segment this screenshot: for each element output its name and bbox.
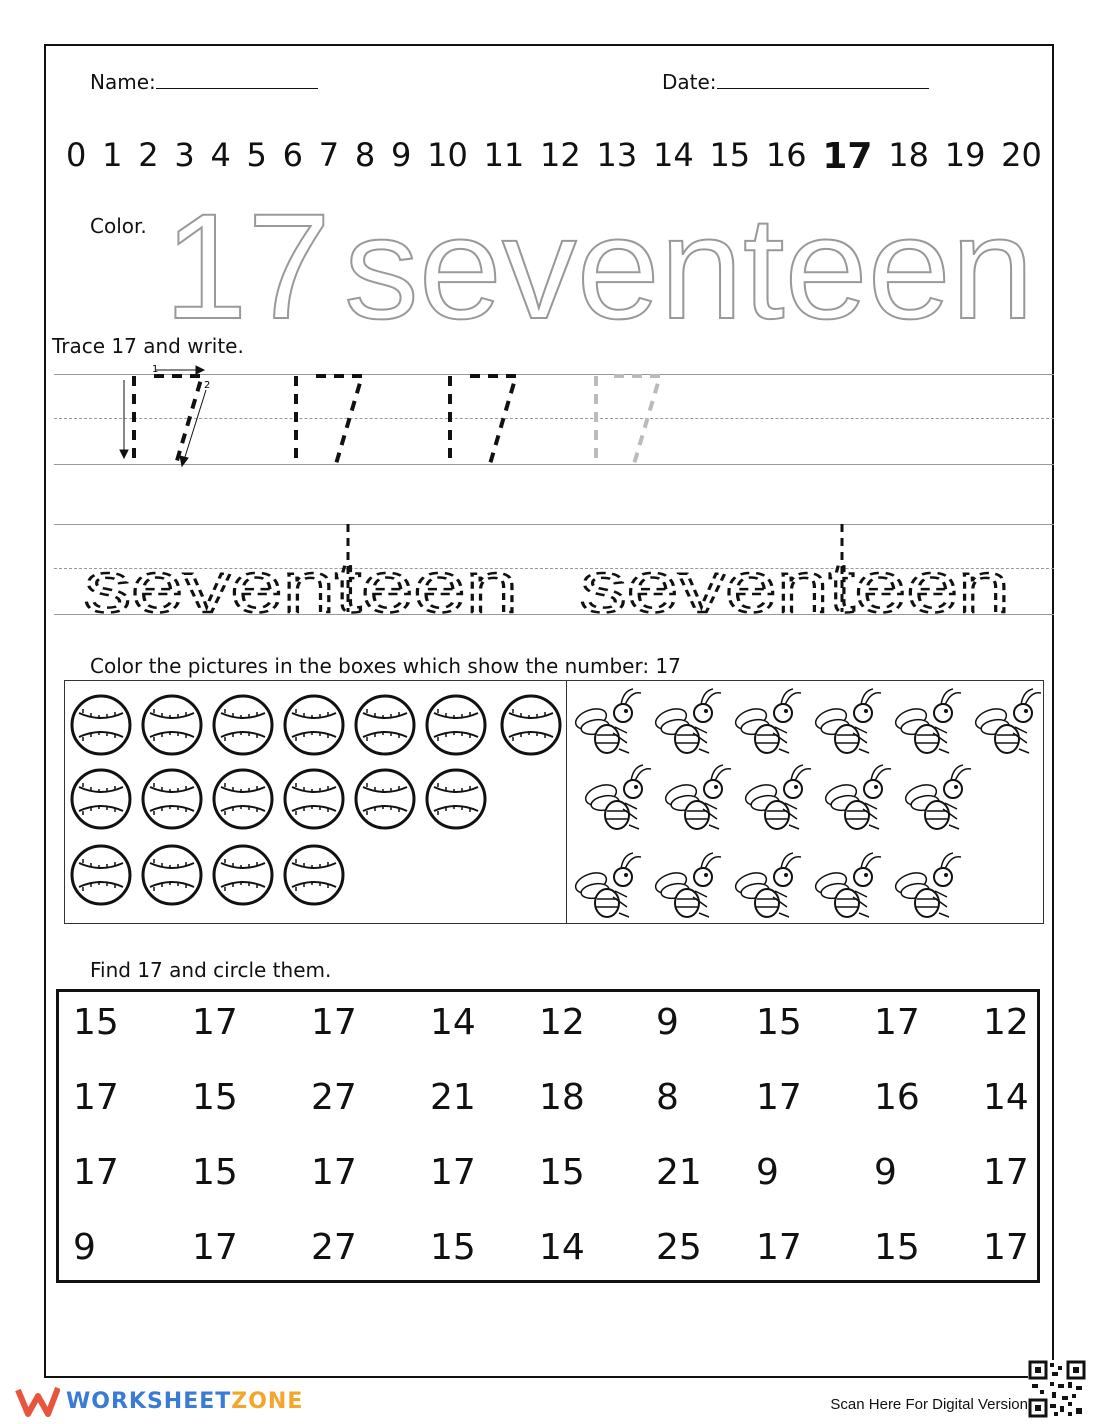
grid-number[interactable]: 15 [73,1002,119,1043]
color-instruction: Color. [90,214,147,238]
grid-number[interactable]: 17 [192,1002,238,1043]
bee-icon[interactable] [823,765,891,829]
bee-icon[interactable] [653,853,721,917]
date-blank[interactable] [717,70,929,89]
grid-number[interactable]: 25 [656,1227,702,1268]
grid-number[interactable]: 17 [73,1077,119,1118]
bee-icon[interactable] [903,765,971,829]
baseball-icon[interactable] [72,770,130,828]
baseball-icon[interactable] [143,846,201,904]
bee-icon[interactable] [663,765,731,829]
grid-number[interactable]: 21 [656,1152,702,1193]
bee-icon[interactable] [653,689,721,753]
grid-number[interactable]: 17 [311,1152,357,1193]
outline-digit: 17 [164,200,331,340]
number-line-item: 4 [210,136,231,174]
number-line-item: 9 [390,136,412,174]
baseball-icon[interactable] [143,770,201,828]
name-label: Name: [90,70,156,94]
baseball-icon[interactable] [427,696,485,754]
baseball-icon[interactable] [356,696,414,754]
grid-number[interactable]: 9 [756,1152,779,1193]
number-line-item: 6 [282,136,304,174]
grid-number[interactable]: 14 [983,1077,1029,1118]
date-label: Date: [662,70,717,94]
trace-instruction: Trace 17 and write. [52,334,244,358]
number-line-item: 8 [354,136,376,174]
bee-icon[interactable] [973,689,1041,753]
number-line-item: 11 [483,136,525,174]
date-field[interactable] [662,70,929,94]
trace-word-1: seventeen [84,548,518,620]
baseball-icon[interactable] [143,696,201,754]
brand-logo [14,1384,303,1418]
number-line-item: 17 [822,136,873,177]
bee-icon[interactable] [893,689,961,753]
number-line-item: 3 [174,136,195,174]
baseball-icon[interactable] [356,770,414,828]
bee-icon[interactable] [583,765,651,829]
grid-number[interactable]: 21 [430,1077,476,1118]
name-field[interactable] [90,70,318,94]
grid-number[interactable]: 17 [73,1152,119,1193]
bee-icon[interactable] [893,853,961,917]
grid-number[interactable]: 9 [73,1227,96,1268]
baseball-icon[interactable] [502,696,560,754]
number-line-item: 5 [246,136,267,174]
picture-instruction: Color the pictures in the boxes which show the number: 17 [90,654,681,678]
baseball-icon[interactable] [72,696,130,754]
grid-number[interactable]: 9 [656,1002,679,1043]
bee-icon[interactable] [743,765,811,829]
number-grid [56,989,1040,1283]
bee-icon[interactable] [813,853,881,917]
grid-number[interactable]: 15 [430,1227,476,1268]
grid-number[interactable]: 17 [756,1077,802,1118]
bee-box[interactable] [566,680,1044,924]
grid-number[interactable]: 12 [539,1002,585,1043]
grid-number[interactable]: 17 [983,1227,1029,1268]
number-line-item: 1 [102,136,123,174]
trace-words[interactable] [80,520,1030,620]
grid-number[interactable]: 16 [874,1077,920,1118]
baseball-icon[interactable] [285,846,343,904]
grid-number[interactable]: 15 [756,1002,802,1043]
number-line-item: 19 [944,136,986,174]
bee-icon[interactable] [573,853,641,917]
grid-number[interactable]: 14 [430,1002,476,1043]
grid-number[interactable]: 14 [539,1227,585,1268]
grid-number[interactable]: 15 [192,1152,238,1193]
baseball-icon[interactable] [214,770,272,828]
number-line-item: 0 [66,136,87,174]
number-line [66,136,1042,177]
number-line-item: 13 [596,136,638,174]
grid-number[interactable]: 17 [874,1002,920,1043]
grid-number[interactable]: 17 [983,1152,1029,1193]
number-line-item: 12 [540,136,581,174]
outline-number-word[interactable] [160,200,1050,340]
trace-word-2: seventeen [580,548,1010,620]
grid-number[interactable]: 17 [430,1152,476,1193]
baseball-group [65,681,565,921]
brand-text-2: ZONE [231,1388,304,1414]
bee-icon[interactable] [573,689,641,753]
brand-text-1: WORKSHEET [66,1388,232,1414]
grid-number[interactable]: 17 [311,1002,357,1043]
bee-icon[interactable] [733,853,801,917]
trace-digits[interactable] [100,360,700,470]
grid-number[interactable]: 17 [192,1227,238,1268]
stroke-label-2: 2 [204,380,211,391]
number-line-item: 18 [888,136,929,174]
baseball-icon[interactable] [285,696,343,754]
baseball-icon[interactable] [285,770,343,828]
grid-number[interactable]: 12 [983,1002,1029,1043]
grid-number[interactable]: 18 [539,1077,585,1118]
stroke-label-1: 1 [152,364,159,375]
grid-number[interactable]: 15 [539,1152,585,1193]
qr-code-icon[interactable] [1028,1360,1086,1418]
find-instruction: Find 17 and circle them. [90,958,332,982]
baseball-icon[interactable] [427,770,485,828]
grid-number[interactable]: 9 [874,1152,897,1193]
number-line-item: 20 [1001,136,1042,174]
grid-number[interactable]: 8 [656,1077,679,1118]
bee-icon[interactable] [813,689,881,753]
grid-number[interactable]: 27 [311,1077,357,1118]
bee-icon[interactable] [733,689,801,753]
number-line-item: 10 [427,136,468,174]
grid-number[interactable]: 27 [311,1227,357,1268]
baseball-icon[interactable] [214,696,272,754]
grid-number[interactable]: 17 [756,1227,802,1268]
name-blank[interactable] [156,70,318,89]
grid-number[interactable]: 15 [192,1077,238,1118]
baseball-icon[interactable] [72,846,130,904]
baseball-icon[interactable] [214,846,272,904]
scan-text: Scan Here For Digital Version [830,1396,1028,1413]
number-line-item: 2 [138,136,159,174]
number-line-item: 14 [652,136,694,174]
outline-word: seventeen [344,200,1034,340]
bee-group [567,681,1043,921]
baseball-box[interactable] [64,680,567,924]
number-line-item: 7 [318,136,340,174]
number-line-item: 15 [709,136,751,174]
number-line-item: 16 [765,136,807,174]
grid-number[interactable]: 15 [874,1227,920,1268]
logo-icon [14,1384,60,1418]
